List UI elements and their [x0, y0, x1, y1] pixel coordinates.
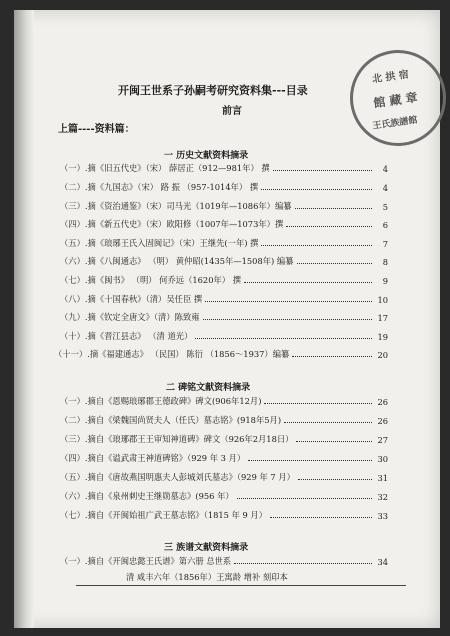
section-heading-genealogy: 三 族谱文献资料摘录	[164, 543, 249, 553]
toc-entry-text: （五）.摘自《唐故燕国明惠夫人彭城刘氏墓志》（929 年 7 月）	[60, 472, 295, 482]
dot-leader	[237, 498, 372, 499]
toc-entry	[60, 412, 388, 426]
toc-entry	[60, 291, 388, 305]
seal-text-top: 北 拱 宿	[371, 69, 410, 86]
toc-entry-text: （七）.摘《闽书》 （明） 何乔远（1620年） 撰	[60, 275, 242, 285]
toc-entry-text: （十一）.摘《福建通志》 （民国） 陈衍 （1856～1937）编纂	[54, 349, 290, 359]
seal-text-bottom: 王氏族譜館	[372, 115, 419, 132]
toc-entry	[60, 469, 388, 483]
dot-leader	[292, 356, 372, 357]
document-page	[14, 10, 440, 628]
toc-entry	[60, 393, 388, 407]
dot-leader	[195, 338, 372, 339]
toc-entry-text: （五）.摘《琅琊王氏入固闽记》（宋）王继先(一年) 撰	[60, 238, 259, 248]
toc-page-number: 19	[377, 332, 388, 342]
toc-entry-text: （二）.摘自《梁魏国尚贤夫人（任氏）墓志铭》(918年5月)	[60, 415, 282, 425]
dot-leader	[296, 441, 372, 442]
toc-entry	[60, 309, 388, 323]
dot-leader	[295, 208, 372, 209]
toc-page-number: 4	[382, 183, 388, 193]
collection-seal-stamp	[344, 44, 450, 152]
dot-leader	[273, 170, 372, 171]
dot-leader	[264, 403, 372, 404]
toc-page-number: 34	[377, 557, 388, 567]
dot-leader	[298, 479, 372, 480]
dot-leader	[284, 422, 372, 423]
toc-page-number: 5	[382, 202, 388, 212]
seal-text-middle: 館 藏 章	[372, 90, 419, 111]
toc-page-number: 20	[377, 350, 388, 360]
toc-entry-text: （七）.摘自《开闽始祖广武王墓志铭》（1815 年 9 月）	[60, 510, 268, 520]
toc-entry	[60, 450, 388, 464]
toc-entry-text: （一）.摘自《恩赐琅琊郡王德政碑》碑文(906年12月)	[60, 396, 262, 406]
toc-entry-text: （九）.摘《钦定全唐文》（清）陈致雍	[60, 312, 200, 322]
toc-entry	[60, 253, 388, 267]
toc-entry-text: （三）.摘《资治通鉴》（宋）司马光（1019年—1086年）编纂	[60, 201, 292, 211]
preface-heading: 前言	[222, 106, 242, 117]
toc-entry	[60, 216, 388, 230]
toc-page-number: 26	[377, 416, 388, 426]
dot-leader	[248, 460, 372, 461]
toc-page-number: 30	[377, 454, 388, 464]
section-heading-inscriptions: 二 碑铭文献资料摘录	[166, 383, 251, 393]
part-heading: 上篇----资料篇：	[58, 124, 135, 135]
toc-entry	[60, 198, 388, 212]
dot-leader	[270, 517, 372, 518]
toc-entry	[60, 488, 388, 502]
toc-entry	[60, 272, 388, 286]
toc-entry-text: （四）.摘自《谥武肃王神道碑铭》（929 年 3 月）	[60, 453, 246, 463]
dot-leader	[244, 282, 372, 283]
bottom-divider	[76, 585, 406, 586]
toc-entry-text: （三）.摘自《琅琊郡王王审知神道碑》碑文（926年2月18日）	[60, 434, 294, 444]
toc-page-number: 32	[377, 492, 388, 502]
toc-entry	[60, 553, 388, 567]
toc-entry-text: （一）.摘《旧五代史》（宋） 薛居正（912—981年） 撰	[60, 163, 270, 173]
toc-entry-text: （四）.摘《新五代史》（宋）欧阳修（1007年—1073年）撰	[60, 219, 284, 229]
toc-page-number: 4	[382, 164, 388, 174]
toc-page-number: 10	[377, 295, 388, 305]
toc-page-number: 27	[377, 435, 388, 445]
dot-leader	[205, 301, 372, 302]
toc-entry-text: （二）.摘《九国志》（宋） 路 振 （957-1014年） 撰	[60, 182, 259, 192]
toc-page-number: 31	[377, 473, 388, 483]
dot-leader	[203, 319, 372, 320]
toc-page-number: 33	[377, 511, 388, 521]
toc-page-number: 8	[382, 257, 388, 267]
toc-entry	[60, 235, 388, 249]
toc-entry-text: （六）.摘自《泉州刺史王继勋墓志》(956 年）	[60, 491, 234, 501]
dot-leader	[261, 245, 372, 246]
toc-entry	[60, 179, 388, 193]
toc-entry	[60, 328, 388, 342]
toc-entry	[60, 160, 388, 174]
binding-spine	[14, 10, 34, 628]
toc-entry-text: （八）.摘《十国春秋》（清）吴任臣 撰	[60, 294, 203, 304]
dot-leader	[297, 263, 373, 264]
section-heading-history: 一 历史文献资料摘录	[164, 151, 249, 161]
toc-page-number: 17	[377, 313, 388, 323]
toc-entry-text: （一）.摘自《开闽忠懿王氏谱》第六册 总世系	[60, 556, 232, 566]
toc-entry-text: （六）.摘《八闽通志》 （明） 黄仲昭(1435年—1508年) 编纂	[60, 256, 294, 266]
toc-page-number: 7	[382, 239, 388, 249]
toc-entry-text: （十）.摘《晋江县志》 （清 道光）	[60, 331, 193, 341]
toc-page-number: 6	[382, 220, 388, 230]
toc-entry	[54, 346, 388, 360]
dot-leader	[234, 563, 372, 564]
page-title: 开闽王世系子孙嗣考研究资料集---目录	[118, 84, 308, 97]
dot-leader	[286, 226, 372, 227]
toc-entry	[60, 507, 388, 521]
toc-entry	[60, 431, 388, 445]
edition-note: 清 咸丰六年（1856年）王寓龄 增补 刻印本	[126, 572, 288, 582]
toc-page-number: 9	[382, 276, 388, 286]
toc-page-number: 26	[377, 397, 388, 407]
dot-leader	[261, 189, 372, 190]
